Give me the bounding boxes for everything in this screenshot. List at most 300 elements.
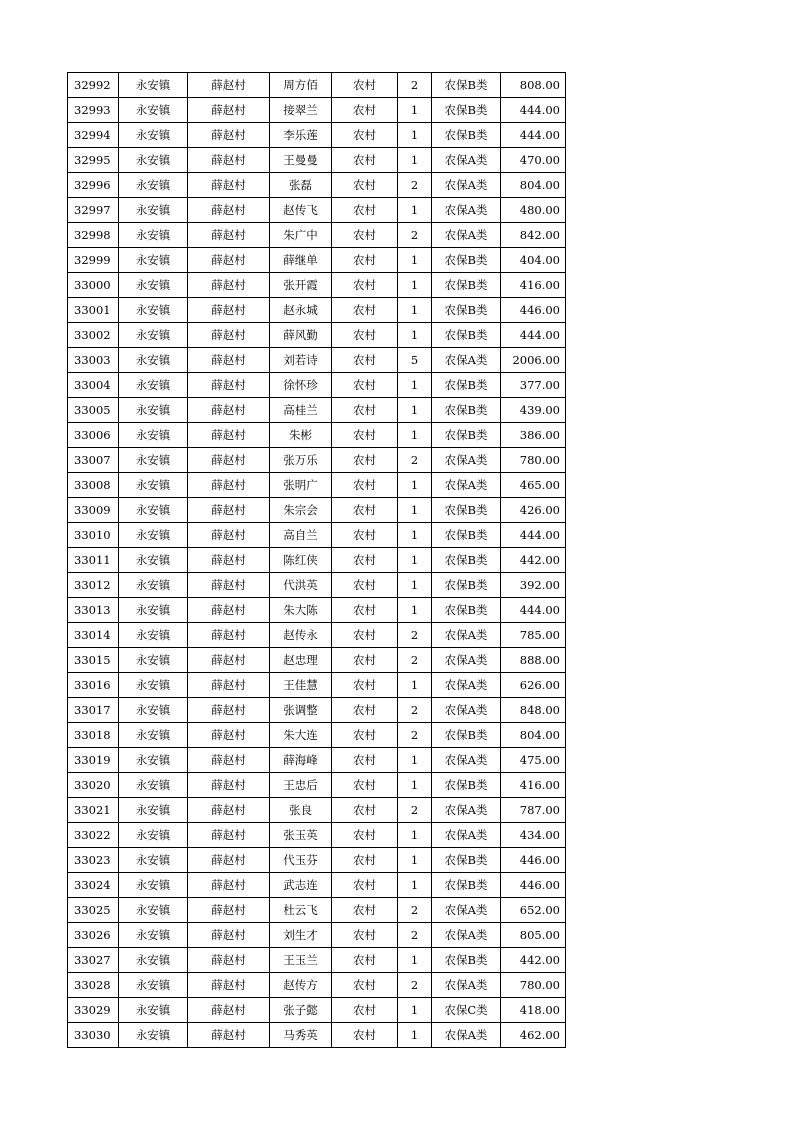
person-name-cell: 接翠兰 — [270, 98, 332, 123]
person-name-cell: 代洪英 — [270, 573, 332, 598]
table-row — [68, 573, 566, 598]
member-count-cell: 2 — [398, 448, 432, 473]
member-count-cell: 1 — [398, 123, 432, 148]
amount-cell: 444.00 — [501, 323, 566, 348]
village-cell: 薛赵村 — [188, 373, 270, 398]
village-cell: 薛赵村 — [188, 548, 270, 573]
person-name-cell: 朱广中 — [270, 223, 332, 248]
record-id-cell: 33015 — [68, 648, 119, 673]
person-name-cell: 王曼曼 — [270, 148, 332, 173]
table-row — [68, 348, 566, 373]
table-row — [68, 198, 566, 223]
insurance-category-cell: 农保B类 — [432, 573, 501, 598]
town-cell: 永安镇 — [119, 98, 188, 123]
table-row — [68, 723, 566, 748]
insurance-category-cell: 农保B类 — [432, 773, 501, 798]
town-cell: 永安镇 — [119, 73, 188, 98]
member-count-cell: 1 — [398, 848, 432, 873]
person-name-cell: 刘生才 — [270, 923, 332, 948]
record-id-cell: 33003 — [68, 348, 119, 373]
town-cell: 永安镇 — [119, 998, 188, 1023]
insurance-category-cell: 农保B类 — [432, 323, 501, 348]
record-id-cell: 33017 — [68, 698, 119, 723]
village-cell: 薛赵村 — [188, 973, 270, 998]
record-id-cell: 32995 — [68, 148, 119, 173]
table-row — [68, 623, 566, 648]
person-name-cell: 薛继单 — [270, 248, 332, 273]
household-type-cell: 农村 — [332, 848, 398, 873]
amount-cell: 848.00 — [501, 698, 566, 723]
amount-cell: 2006.00 — [501, 348, 566, 373]
amount-cell: 787.00 — [501, 798, 566, 823]
town-cell: 永安镇 — [119, 473, 188, 498]
insurance-category-cell: 农保B类 — [432, 948, 501, 973]
amount-cell: 785.00 — [501, 623, 566, 648]
household-type-cell: 农村 — [332, 598, 398, 623]
table-row — [68, 898, 566, 923]
table-row — [68, 473, 566, 498]
amount-cell: 392.00 — [501, 573, 566, 598]
member-count-cell: 1 — [398, 548, 432, 573]
village-cell: 薛赵村 — [188, 948, 270, 973]
household-type-cell: 农村 — [332, 823, 398, 848]
village-cell: 薛赵村 — [188, 73, 270, 98]
household-type-cell: 农村 — [332, 573, 398, 598]
record-id-cell: 33030 — [68, 1023, 119, 1048]
town-cell: 永安镇 — [119, 198, 188, 223]
member-count-cell: 1 — [398, 523, 432, 548]
insurance-category-cell: 农保B类 — [432, 548, 501, 573]
amount-cell: 470.00 — [501, 148, 566, 173]
amount-cell: 475.00 — [501, 748, 566, 773]
household-type-cell: 农村 — [332, 298, 398, 323]
member-count-cell: 1 — [398, 198, 432, 223]
household-type-cell: 农村 — [332, 673, 398, 698]
amount-cell: 377.00 — [501, 373, 566, 398]
household-type-cell: 农村 — [332, 198, 398, 223]
table-row — [68, 73, 566, 98]
amount-cell: 444.00 — [501, 523, 566, 548]
village-cell: 薛赵村 — [188, 223, 270, 248]
table-row — [68, 973, 566, 998]
town-cell: 永安镇 — [119, 648, 188, 673]
table-row — [68, 948, 566, 973]
record-id-cell: 33006 — [68, 423, 119, 448]
person-name-cell: 朱宗会 — [270, 498, 332, 523]
household-type-cell: 农村 — [332, 323, 398, 348]
person-name-cell: 赵传飞 — [270, 198, 332, 223]
insurance-category-cell: 农保C类 — [432, 998, 501, 1023]
amount-cell: 808.00 — [501, 73, 566, 98]
record-id-cell: 33021 — [68, 798, 119, 823]
amount-cell: 418.00 — [501, 998, 566, 1023]
amount-cell: 780.00 — [501, 973, 566, 998]
village-cell: 薛赵村 — [188, 298, 270, 323]
household-type-cell: 农村 — [332, 798, 398, 823]
member-count-cell: 2 — [398, 923, 432, 948]
village-cell: 薛赵村 — [188, 148, 270, 173]
village-cell: 薛赵村 — [188, 648, 270, 673]
member-count-cell: 1 — [398, 498, 432, 523]
household-type-cell: 农村 — [332, 273, 398, 298]
amount-cell: 404.00 — [501, 248, 566, 273]
insurance-category-cell: 农保A类 — [432, 798, 501, 823]
table-row — [68, 373, 566, 398]
village-cell: 薛赵村 — [188, 98, 270, 123]
household-type-cell: 农村 — [332, 473, 398, 498]
insurance-category-cell: 农保A类 — [432, 673, 501, 698]
town-cell: 永安镇 — [119, 973, 188, 998]
member-count-cell: 1 — [398, 273, 432, 298]
amount-cell: 444.00 — [501, 123, 566, 148]
amount-cell: 446.00 — [501, 873, 566, 898]
table-row — [68, 798, 566, 823]
table-row — [68, 848, 566, 873]
record-id-cell: 33016 — [68, 673, 119, 698]
person-name-cell: 张调整 — [270, 698, 332, 723]
table-row — [68, 773, 566, 798]
person-name-cell: 马秀英 — [270, 1023, 332, 1048]
village-cell: 薛赵村 — [188, 198, 270, 223]
amount-cell: 626.00 — [501, 673, 566, 698]
person-name-cell: 王忠后 — [270, 773, 332, 798]
insurance-category-cell: 农保A类 — [432, 448, 501, 473]
record-id-cell: 33013 — [68, 598, 119, 623]
table-row — [68, 148, 566, 173]
person-name-cell: 高自兰 — [270, 523, 332, 548]
member-count-cell: 2 — [398, 173, 432, 198]
household-type-cell: 农村 — [332, 648, 398, 673]
household-type-cell: 农村 — [332, 498, 398, 523]
member-count-cell: 5 — [398, 348, 432, 373]
insurance-category-cell: 农保A类 — [432, 623, 501, 648]
village-cell: 薛赵村 — [188, 248, 270, 273]
member-count-cell: 1 — [398, 148, 432, 173]
record-id-cell: 33012 — [68, 573, 119, 598]
member-count-cell: 1 — [398, 873, 432, 898]
household-type-cell: 农村 — [332, 398, 398, 423]
insurance-category-cell: 农保A类 — [432, 648, 501, 673]
table-row — [68, 273, 566, 298]
record-id-cell: 33002 — [68, 323, 119, 348]
member-count-cell: 1 — [398, 773, 432, 798]
amount-cell: 434.00 — [501, 823, 566, 848]
insurance-category-cell: 农保A类 — [432, 223, 501, 248]
member-count-cell: 2 — [398, 73, 432, 98]
record-id-cell: 33011 — [68, 548, 119, 573]
town-cell: 永安镇 — [119, 423, 188, 448]
household-type-cell: 农村 — [332, 148, 398, 173]
person-name-cell: 刘若诗 — [270, 348, 332, 373]
person-name-cell: 赵忠理 — [270, 648, 332, 673]
household-type-cell: 农村 — [332, 98, 398, 123]
person-name-cell: 赵永城 — [270, 298, 332, 323]
village-cell: 薛赵村 — [188, 923, 270, 948]
town-cell: 永安镇 — [119, 848, 188, 873]
person-name-cell: 赵传方 — [270, 973, 332, 998]
person-name-cell: 张子懿 — [270, 998, 332, 1023]
town-cell: 永安镇 — [119, 148, 188, 173]
insurance-category-cell: 农保A类 — [432, 973, 501, 998]
table-row — [68, 423, 566, 448]
town-cell: 永安镇 — [119, 898, 188, 923]
table-row — [68, 498, 566, 523]
record-id-cell: 33026 — [68, 923, 119, 948]
town-cell: 永安镇 — [119, 673, 188, 698]
member-count-cell: 1 — [398, 1023, 432, 1048]
table-row — [68, 298, 566, 323]
table-row — [68, 398, 566, 423]
insurance-category-cell: 农保A类 — [432, 1023, 501, 1048]
amount-cell: 416.00 — [501, 273, 566, 298]
member-count-cell: 1 — [398, 948, 432, 973]
village-cell: 薛赵村 — [188, 798, 270, 823]
insurance-category-cell: 农保B类 — [432, 873, 501, 898]
table-row — [68, 673, 566, 698]
member-count-cell: 2 — [398, 698, 432, 723]
member-count-cell: 2 — [398, 223, 432, 248]
amount-cell: 480.00 — [501, 198, 566, 223]
insurance-category-cell: 农保A类 — [432, 198, 501, 223]
amount-cell: 780.00 — [501, 448, 566, 473]
record-id-cell: 33014 — [68, 623, 119, 648]
amount-cell: 444.00 — [501, 98, 566, 123]
village-cell: 薛赵村 — [188, 898, 270, 923]
insurance-category-cell: 农保B类 — [432, 98, 501, 123]
member-count-cell: 1 — [398, 673, 432, 698]
village-cell: 薛赵村 — [188, 523, 270, 548]
record-id-cell: 32996 — [68, 173, 119, 198]
village-cell: 薛赵村 — [188, 748, 270, 773]
record-id-cell: 33019 — [68, 748, 119, 773]
village-cell: 薛赵村 — [188, 723, 270, 748]
record-id-cell: 33004 — [68, 373, 119, 398]
insurance-category-cell: 农保B类 — [432, 298, 501, 323]
town-cell: 永安镇 — [119, 523, 188, 548]
member-count-cell: 2 — [398, 648, 432, 673]
record-id-cell: 33029 — [68, 998, 119, 1023]
amount-cell: 804.00 — [501, 173, 566, 198]
village-cell: 薛赵村 — [188, 848, 270, 873]
amount-cell: 442.00 — [501, 948, 566, 973]
town-cell: 永安镇 — [119, 448, 188, 473]
household-type-cell: 农村 — [332, 998, 398, 1023]
household-type-cell: 农村 — [332, 73, 398, 98]
roster-table — [67, 72, 566, 1048]
household-type-cell: 农村 — [332, 248, 398, 273]
insurance-category-cell: 农保A类 — [432, 473, 501, 498]
person-name-cell: 陈红侠 — [270, 548, 332, 573]
insurance-category-cell: 农保A类 — [432, 923, 501, 948]
person-name-cell: 王佳慧 — [270, 673, 332, 698]
village-cell: 薛赵村 — [188, 448, 270, 473]
record-id-cell: 32993 — [68, 98, 119, 123]
insurance-category-cell: 农保B类 — [432, 398, 501, 423]
member-count-cell: 1 — [398, 823, 432, 848]
record-id-cell: 33000 — [68, 273, 119, 298]
village-cell: 薛赵村 — [188, 348, 270, 373]
household-type-cell: 农村 — [332, 523, 398, 548]
town-cell: 永安镇 — [119, 548, 188, 573]
household-type-cell: 农村 — [332, 623, 398, 648]
amount-cell: 444.00 — [501, 598, 566, 623]
member-count-cell: 2 — [398, 623, 432, 648]
record-id-cell: 33009 — [68, 498, 119, 523]
table-row — [68, 448, 566, 473]
town-cell: 永安镇 — [119, 298, 188, 323]
person-name-cell: 代玉芬 — [270, 848, 332, 873]
person-name-cell: 张磊 — [270, 173, 332, 198]
insurance-category-cell: 农保A类 — [432, 148, 501, 173]
town-cell: 永安镇 — [119, 173, 188, 198]
record-id-cell: 32998 — [68, 223, 119, 248]
village-cell: 薛赵村 — [188, 673, 270, 698]
person-name-cell: 张良 — [270, 798, 332, 823]
amount-cell: 888.00 — [501, 648, 566, 673]
record-id-cell: 32997 — [68, 198, 119, 223]
town-cell: 永安镇 — [119, 923, 188, 948]
record-id-cell: 33001 — [68, 298, 119, 323]
household-type-cell: 农村 — [332, 448, 398, 473]
household-type-cell: 农村 — [332, 923, 398, 948]
household-type-cell: 农村 — [332, 773, 398, 798]
table-row — [68, 648, 566, 673]
town-cell: 永安镇 — [119, 348, 188, 373]
insurance-category-cell: 农保B类 — [432, 73, 501, 98]
amount-cell: 416.00 — [501, 773, 566, 798]
village-cell: 薛赵村 — [188, 423, 270, 448]
insurance-category-cell: 农保A类 — [432, 173, 501, 198]
record-id-cell: 33022 — [68, 823, 119, 848]
table-row — [68, 923, 566, 948]
person-name-cell: 杜云飞 — [270, 898, 332, 923]
household-type-cell: 农村 — [332, 223, 398, 248]
person-name-cell: 王玉兰 — [270, 948, 332, 973]
member-count-cell: 1 — [398, 423, 432, 448]
town-cell: 永安镇 — [119, 873, 188, 898]
village-cell: 薛赵村 — [188, 398, 270, 423]
member-count-cell: 2 — [398, 898, 432, 923]
village-cell: 薛赵村 — [188, 1023, 270, 1048]
amount-cell: 446.00 — [501, 298, 566, 323]
member-count-cell: 1 — [398, 748, 432, 773]
town-cell: 永安镇 — [119, 398, 188, 423]
town-cell: 永安镇 — [119, 598, 188, 623]
insurance-category-cell: 农保B类 — [432, 123, 501, 148]
table-row — [68, 548, 566, 573]
town-cell: 永安镇 — [119, 948, 188, 973]
member-count-cell: 2 — [398, 723, 432, 748]
amount-cell: 462.00 — [501, 1023, 566, 1048]
town-cell: 永安镇 — [119, 223, 188, 248]
town-cell: 永安镇 — [119, 123, 188, 148]
table-row — [68, 323, 566, 348]
village-cell: 薛赵村 — [188, 498, 270, 523]
record-id-cell: 33023 — [68, 848, 119, 873]
table-row — [68, 223, 566, 248]
person-name-cell: 薛风勤 — [270, 323, 332, 348]
household-type-cell: 农村 — [332, 348, 398, 373]
village-cell: 薛赵村 — [188, 698, 270, 723]
village-cell: 薛赵村 — [188, 323, 270, 348]
insurance-category-cell: 农保B类 — [432, 248, 501, 273]
insurance-category-cell: 农保A类 — [432, 823, 501, 848]
amount-cell: 446.00 — [501, 848, 566, 873]
record-id-cell: 33008 — [68, 473, 119, 498]
village-cell: 薛赵村 — [188, 273, 270, 298]
household-type-cell: 农村 — [332, 973, 398, 998]
person-name-cell: 张开霞 — [270, 273, 332, 298]
village-cell: 薛赵村 — [188, 173, 270, 198]
record-id-cell: 32992 — [68, 73, 119, 98]
insurance-category-cell: 农保A类 — [432, 698, 501, 723]
town-cell: 永安镇 — [119, 323, 188, 348]
household-type-cell: 农村 — [332, 1023, 398, 1048]
household-type-cell: 农村 — [332, 423, 398, 448]
member-count-cell: 2 — [398, 973, 432, 998]
amount-cell: 386.00 — [501, 423, 566, 448]
person-name-cell: 武志连 — [270, 873, 332, 898]
village-cell: 薛赵村 — [188, 873, 270, 898]
record-id-cell: 33010 — [68, 523, 119, 548]
person-name-cell: 张万乐 — [270, 448, 332, 473]
household-type-cell: 农村 — [332, 748, 398, 773]
record-id-cell: 32999 — [68, 248, 119, 273]
village-cell: 薛赵村 — [188, 823, 270, 848]
amount-cell: 465.00 — [501, 473, 566, 498]
record-id-cell: 33024 — [68, 873, 119, 898]
town-cell: 永安镇 — [119, 798, 188, 823]
town-cell: 永安镇 — [119, 723, 188, 748]
household-type-cell: 农村 — [332, 948, 398, 973]
table-row — [68, 698, 566, 723]
amount-cell: 652.00 — [501, 898, 566, 923]
amount-cell: 804.00 — [501, 723, 566, 748]
member-count-cell: 1 — [398, 323, 432, 348]
village-cell: 薛赵村 — [188, 598, 270, 623]
record-id-cell: 33018 — [68, 723, 119, 748]
insurance-category-cell: 农保B类 — [432, 723, 501, 748]
village-cell: 薛赵村 — [188, 773, 270, 798]
record-id-cell: 33025 — [68, 898, 119, 923]
member-count-cell: 1 — [398, 298, 432, 323]
insurance-category-cell: 农保B类 — [432, 598, 501, 623]
village-cell: 薛赵村 — [188, 573, 270, 598]
record-id-cell: 33027 — [68, 948, 119, 973]
town-cell: 永安镇 — [119, 273, 188, 298]
person-name-cell: 高桂兰 — [270, 398, 332, 423]
member-count-cell: 2 — [398, 798, 432, 823]
person-name-cell: 朱彬 — [270, 423, 332, 448]
table-row — [68, 248, 566, 273]
person-name-cell: 朱大陈 — [270, 598, 332, 623]
person-name-cell: 李乐莲 — [270, 123, 332, 148]
record-id-cell: 33007 — [68, 448, 119, 473]
village-cell: 薛赵村 — [188, 998, 270, 1023]
person-name-cell: 张明广 — [270, 473, 332, 498]
insurance-category-cell: 农保B类 — [432, 423, 501, 448]
village-cell: 薛赵村 — [188, 473, 270, 498]
table-row — [68, 998, 566, 1023]
household-type-cell: 农村 — [332, 723, 398, 748]
household-type-cell: 农村 — [332, 373, 398, 398]
table-row — [68, 748, 566, 773]
insurance-category-cell: 农保A类 — [432, 898, 501, 923]
insurance-category-cell: 农保B类 — [432, 498, 501, 523]
village-cell: 薛赵村 — [188, 623, 270, 648]
table-row — [68, 173, 566, 198]
record-id-cell: 33020 — [68, 773, 119, 798]
